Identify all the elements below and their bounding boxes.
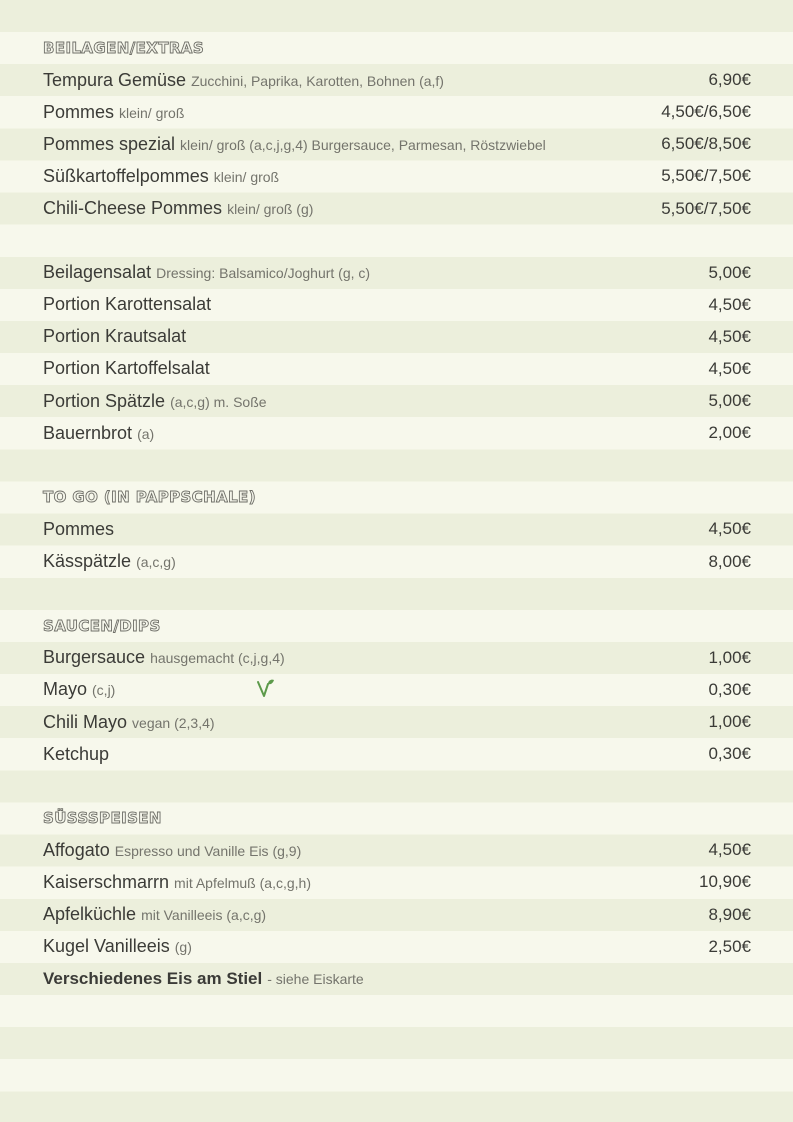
menu-item — [0, 257, 793, 289]
item-price: 4,50€/6,50€ — [661, 102, 751, 122]
item-price: 2,50€ — [708, 936, 751, 956]
menu-item — [0, 385, 793, 417]
item-name: Mayo — [43, 679, 88, 700]
menu-item — [0, 931, 793, 963]
item-name: Pommes spezial — [43, 133, 176, 154]
menu-item — [0, 546, 793, 578]
menu-item — [0, 706, 793, 738]
section-title-suessspeisen: SÜSSSPEISEN — [43, 809, 162, 828]
item-desc: Zucchini, Paprika, Karotten, Bohnen (a,f) — [191, 72, 444, 89]
item-name: Beilagensalat — [43, 262, 152, 283]
item-desc: (a,c,g) — [136, 554, 176, 571]
item-name: Chili-Cheese Pommes — [43, 198, 223, 219]
section-title-to-go: TO GO (IN PAPPSCHALE) — [43, 488, 256, 507]
menu-item — [0, 513, 793, 545]
item-price: 4,50€ — [708, 326, 751, 346]
item-desc: Dressing: Balsamico/Joghurt (g, c) — [156, 265, 371, 282]
item-price: 0,30€ — [708, 679, 751, 699]
item-price: 5,50€/7,50€ — [661, 166, 751, 186]
item-price: 1,00€ — [708, 647, 751, 667]
item-price: 8,90€ — [708, 904, 751, 924]
item-price: 6,50€/8,50€ — [661, 134, 751, 154]
item-desc: Espresso und Vanille Eis (g,9) — [114, 842, 302, 859]
item-name: Süßkartoffelpommes — [43, 165, 209, 186]
item-price: 2,00€ — [708, 423, 751, 443]
menu-item — [0, 289, 793, 321]
menu-item — [0, 96, 793, 128]
menu-item — [0, 674, 793, 706]
item-name: Kugel Vanilleeis — [43, 936, 170, 957]
section-title-beilagen: BEILAGEN/EXTRAS — [43, 39, 205, 58]
item-desc: mit Apfelmuß (a,c,g,h) — [174, 874, 311, 891]
item-name: Pommes — [43, 101, 115, 122]
spacer — [0, 770, 793, 802]
menu-item — [0, 64, 793, 96]
item-price: 0,30€ — [708, 744, 751, 764]
spacer — [0, 449, 793, 481]
item-price: 4,50€ — [708, 519, 751, 539]
item-name: Kaiserschmarrn — [43, 871, 170, 892]
item-price: 1,00€ — [708, 712, 751, 732]
item-name: Burgersauce — [43, 647, 146, 668]
menu-item — [0, 160, 793, 192]
item-name: Portion Krautsalat — [43, 326, 187, 347]
menu-item — [0, 738, 793, 770]
item-price: 5,50€/7,50€ — [661, 198, 751, 218]
item-name: Ketchup — [43, 743, 110, 764]
menu-item-eis-am-stiel — [0, 963, 793, 995]
menu-page — [0, 32, 793, 995]
menu-item — [0, 192, 793, 224]
item-price: 5,00€ — [708, 262, 751, 282]
menu-item — [0, 866, 793, 898]
item-desc: klein/ groß (a,c,j,g,4) Burgersauce, Parmesan, Röstzwiebel — [180, 136, 546, 153]
item-desc: (g) — [174, 939, 192, 956]
item-price: 4,50€ — [708, 358, 751, 378]
item-desc: klein/ groß — [119, 104, 185, 121]
spacer — [0, 578, 793, 610]
item-desc: hausgemacht (c,j,g,4) — [150, 650, 285, 667]
item-price: 4,50€ — [708, 840, 751, 860]
item-desc: klein/ groß — [213, 168, 280, 185]
menu-item — [0, 321, 793, 353]
item-desc: (a,c,g) m. Soße — [170, 393, 267, 410]
item-name: Kässpätzle — [43, 551, 132, 572]
item-desc: - siehe Eiskarte — [267, 970, 364, 987]
section-title-saucen: SAUCEN/DIPS — [43, 616, 161, 635]
item-desc: (c,j) — [92, 682, 116, 699]
item-name: Bauernbrot — [43, 422, 133, 443]
menu-item — [0, 642, 793, 674]
item-price: 5,00€ — [708, 391, 751, 411]
item-name: Apfelküchle — [43, 904, 137, 925]
item-desc: (a) — [137, 425, 155, 442]
item-name: Portion Karottensalat — [43, 294, 212, 315]
item-name: Portion Kartoffelsalat — [43, 358, 210, 379]
item-name: Tempura Gemüse — [43, 69, 187, 90]
item-name: Chili Mayo — [43, 711, 128, 732]
item-desc: mit Vanilleeis (a,c,g) — [141, 907, 267, 924]
vegan-icon — [256, 678, 276, 700]
item-price: 4,50€ — [708, 294, 751, 314]
item-price: 10,90€ — [699, 872, 751, 892]
menu-item — [0, 899, 793, 931]
item-desc: vegan (2,3,4) — [132, 714, 215, 731]
item-name: Affogato — [43, 839, 110, 860]
menu-item — [0, 128, 793, 160]
item-name: Portion Spätzle — [43, 390, 166, 411]
menu-item — [0, 834, 793, 866]
item-price: 8,00€ — [708, 551, 751, 571]
spacer — [0, 225, 793, 257]
item-name: Verschiedenes Eis am Stiel — [43, 968, 263, 988]
item-name: Pommes — [43, 518, 115, 539]
menu-item — [0, 417, 793, 449]
menu-item — [0, 353, 793, 385]
item-desc: klein/ groß (g) — [227, 201, 314, 218]
item-price: 6,90€ — [708, 70, 751, 90]
